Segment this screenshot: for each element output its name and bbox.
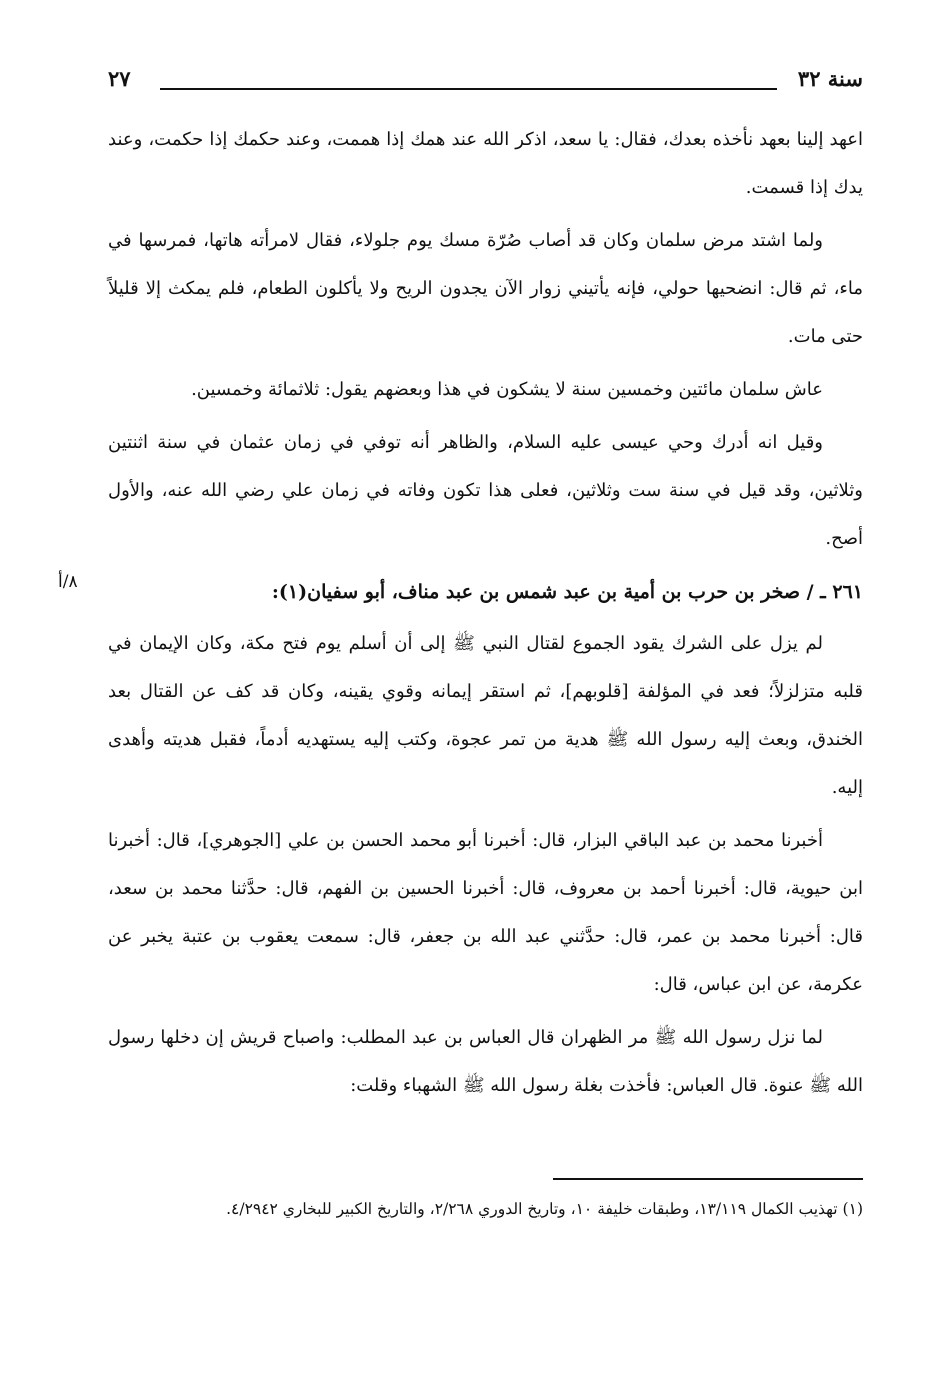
header-year-label: سنة ٣٢ <box>797 66 863 91</box>
header-rule <box>160 88 777 90</box>
entry-heading-text: ٢٦١ ـ / صخر بن حرب بن أمية بن عبد شمس بن عبد مناف، أبو سفيان(١): <box>271 581 863 603</box>
footnotes <box>108 1192 863 1226</box>
page-header <box>108 66 863 106</box>
main-text <box>58 116 863 1115</box>
manuscript-folio-ref: ٨/أ <box>58 572 78 592</box>
paragraph: عاش سلمان مائتين وخمسين سنة لا يشكون في هذا وبعضهم يقول: ثلاثمائة وخمسين. <box>191 379 823 400</box>
paragraph: لم يزل على الشرك يقود الجموع لقتال النبي ﷺ إلى أن أسلم يوم فتح مكة، وكان الإيمان في قلبه متزلزلاً؛ فعد في المؤلفة [قلوبهم]، ثم استقر إيمانه وقوي يقينه، وكان قد كف عن القتال بعد الخندق، وبعث إليه رسول الله ﷺ هدية من تمر عجوة، وكتب إليه يستهديه أدماً، فقبل هديته وأهدى إليه. <box>108 633 863 798</box>
paragraph: اعهد إلينا بعهد نأخذه بعدك، فقال: يا سعد، اذكر الله عند همك إذا هممت، وعند حكمك إذا حكمت، وعند يدك إذا قسمت. <box>108 129 863 198</box>
entry-heading <box>58 568 863 616</box>
page-number: ٢٧ <box>108 66 131 91</box>
paragraph: أخبرنا محمد بن عبد الباقي البزار، قال: أخبرنا أبو محمد الحسن بن علي [الجوهري]، قال: أخبرنا ابن حيوية، قال: أخبرنا أحمد بن معروف، قال: أخبرنا الحسين بن الفهم، قال: حدَّثنا محمد بن سعد، قال: أخبرنا محمد بن عمر، قال: حدَّثني عبد الله بن جعفر، قال: سمعت يعقوب بن عتبة يخبر عن عكرمة، عن ابن عباس، قال: <box>108 830 863 995</box>
footnote-rule <box>553 1178 863 1180</box>
paragraph: وقيل انه أدرك وحي عيسى عليه السلام، والظاهر أنه توفي في زمان عثمان في سنة اثنتين وثلاثين، وقد قيل في سنة ست وثلاثين، فعلى هذا تكون وفاته في زمان علي رضي الله عنه، والأول أصح. <box>108 432 863 549</box>
paragraph: لما نزل رسول الله ﷺ مر الظهران قال العباس بن عبد المطلب: واصباح قريش إن دخلها رسول الله ﷺ عنوة. قال العباس: فأخذت بغلة رسول الله ﷺ الشهباء وقلت: <box>108 1027 863 1096</box>
paragraph: ولما اشتد مرض سلمان وكان قد أصاب صُرّة مسك يوم جلولاء، فقال لامرأته هاتها، فمرسها في ماء، ثم قال: انضحيها حولي، فإنه يأتيني زوار الآن يجدون الريح ولا يأكلون الطعام، فلم يمكث إلا قليلاً حتى مات. <box>108 230 863 347</box>
footnote: (١) تهذيب الكمال ١٣/١١٩، وطبقات خليفة ١٠، وتاريخ الدوري ٢/٢٦٨، والتاريخ الكبير للبخاري ٤/٢٩٤٢. <box>226 1200 863 1218</box>
